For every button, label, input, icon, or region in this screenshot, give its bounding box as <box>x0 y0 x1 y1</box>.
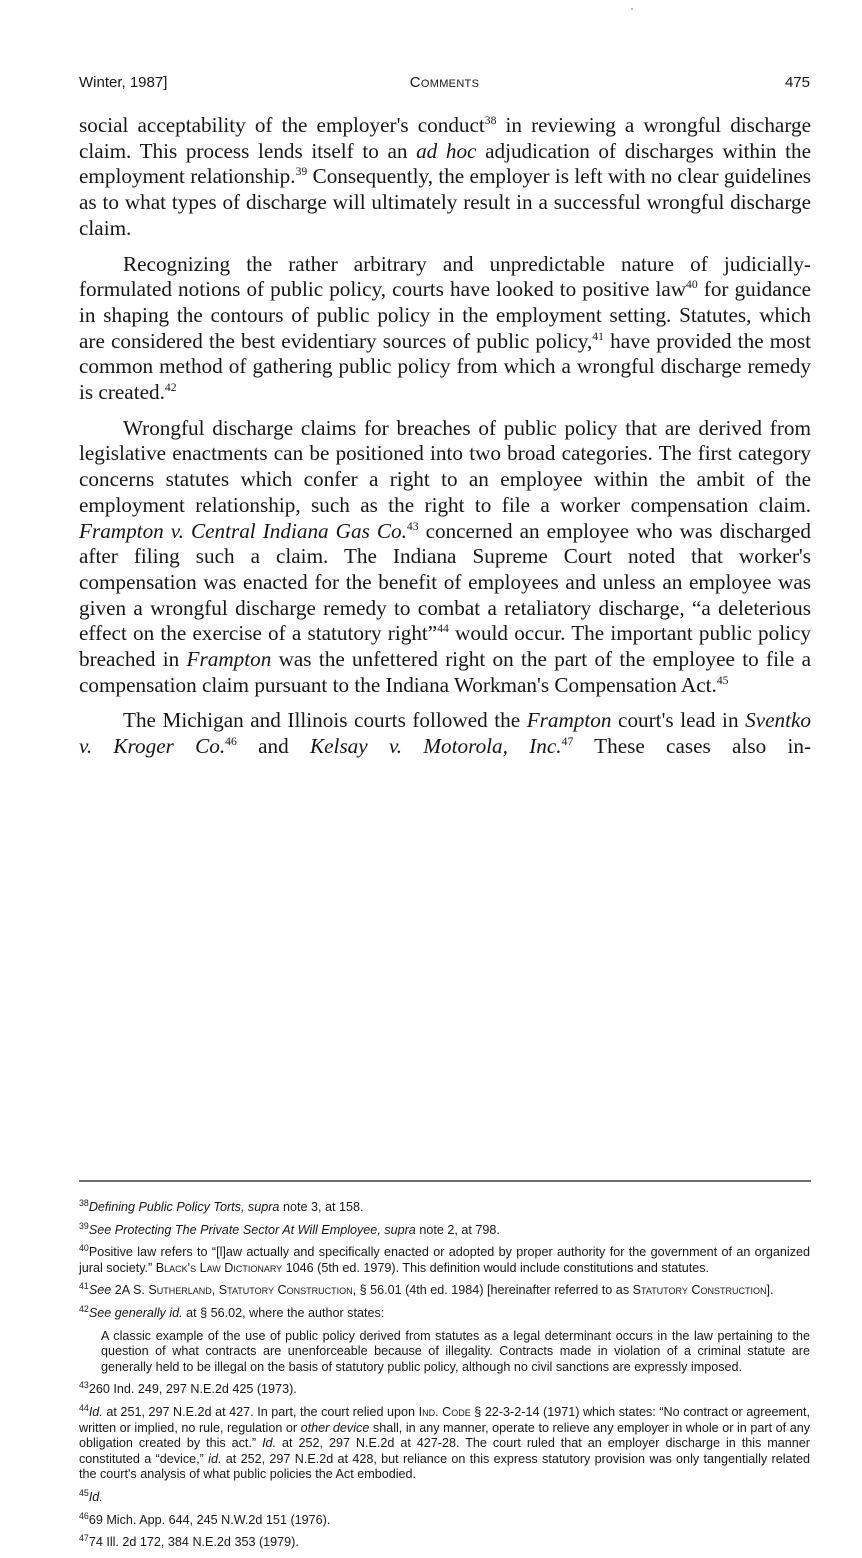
text-run: The Michigan and Illinois courts followed the <box>123 708 527 733</box>
footnote-ref: 41 <box>79 1281 89 1292</box>
text-run: for guidance in shaping the contours of public policy in the employment setting. Statutes, which are considered the best evidentiary sources of public policy, <box>79 277 812 353</box>
italic-text: Frampton <box>186 647 272 672</box>
italic-text: See generally id. <box>88 1305 183 1320</box>
text-run: court's lead in <box>611 708 746 733</box>
running-header <box>79 74 810 96</box>
footnote-ref: 44 <box>437 622 449 636</box>
italic-text: Id. <box>262 1436 277 1451</box>
small-caps-text: Ind. Code <box>418 1404 471 1419</box>
text-run: adjudication of discharges within the employment relationship. <box>79 138 811 189</box>
body-paragraph <box>79 416 811 699</box>
footnote <box>79 1382 810 1398</box>
footnote-ref: 38 <box>484 113 497 127</box>
page-number: 475 <box>784 74 810 91</box>
footnote-ref: 43 <box>79 1380 89 1391</box>
text-run: at 252, 297 N.E.2d at 427-28. The court ruled that an employer discharge in this manner constituted a “device,” <box>79 1436 810 1466</box>
text-run: shall, in any manner, operate to relieve any employer in whole or in part of any obligation created by this act.” <box>79 1420 811 1451</box>
text-run: Wrongful discharge claims for breaches of public policy that are derived from legislative enactments can be positioned into two broad categories. The first category concerns statutes which confer a right to an employee within the ambit of the employment relationship, such as the right to file a worker compensation claim. <box>79 415 811 517</box>
text-run: Positive law refers to “[l]aw actually and specifically enacted or adopted by proper authority for the government of an organized jural society.” <box>79 1245 810 1275</box>
footnote-ref: 42 <box>164 380 177 394</box>
footnote-ref: 39 <box>295 165 308 179</box>
italic-text: See <box>88 1283 112 1298</box>
text-run: 74 Ill. 2d 172, 384 N.E.2d 353 (1979). <box>88 1535 299 1550</box>
text-run: A classic example of the use of public policy derived from statutes as a legal determinant occurs in the law pertaining to the question of what contracts are unenforceable because of illegality. Contracts made in violation of a criminal statute are generally held to be illegal on the basis of statutory public policy, although no civil sanctions are expressly imposed. <box>101 1328 810 1374</box>
footnote-ref: 40 <box>79 1243 89 1253</box>
text-run: would occur. The important public policy breached in <box>79 621 811 672</box>
footnotes <box>79 1197 811 1558</box>
text-run: Recognizing the rather arbitrary and unpredictable nature of judicially-formulated notions of public policy, courts have looked to positive law <box>79 251 811 302</box>
footnote-ref: 43 <box>406 519 419 533</box>
text-run: 2A S. <box>111 1283 149 1298</box>
footnote-ref: 42 <box>79 1303 89 1314</box>
small-caps-text: Sutherland, Statutory Construction <box>148 1283 353 1298</box>
text-run: concerned an employee who was discharged after filing such a claim. The Indiana Supreme Court noted that worker's compensation was enacted for the benefit of employees and unless an employee was given a wrongful discharge remedy to combat a retaliatory discharge, “a deleterious effect on the exercise of a statutory right” <box>79 518 811 646</box>
footnote-ref: 45 <box>716 673 729 687</box>
italic-text: Sventko v. Kroger Co. <box>79 708 811 759</box>
text-run: Consequently, the employer is left with no clear guidelines as to what types of discharge will ultimately result in a successful wrongful discharge claim. <box>79 164 811 240</box>
footnote-ref: 46 <box>225 735 237 749</box>
footnote-ref: 45 <box>79 1487 89 1498</box>
footnote <box>79 1220 810 1239</box>
body-paragraph <box>79 708 811 759</box>
footnote <box>79 1197 810 1216</box>
text-run: was the unfettered right on the part of the employee to file a compensation claim pursuant to the Indiana Workman's Compensation Act. <box>79 647 811 697</box>
text-run: 69 Mich. App. 644, 245 N.W.2d 151 (1976). <box>88 1512 331 1527</box>
italic-text: Frampton v. Central Indiana Gas Co. <box>79 518 407 543</box>
footnote-block-quote <box>101 1329 810 1376</box>
text-run: note 3, at 158. <box>279 1200 364 1214</box>
text-run: § 22-3-2-14 (1971) which states: “No contract or agreement, written or implied, no rule, regulation or <box>79 1404 811 1435</box>
footnote-ref: 47 <box>79 1532 89 1543</box>
text-run: at 252, 297 N.E.2d at 428, but reliance on this express statutory provision was only tangentially related the court's analysis of what public policies the Act embodied. <box>79 1451 811 1482</box>
text-run: in reviewing a wrongful discharge claim. This process lends itself to an <box>79 113 811 163</box>
text-run: These cases also in- <box>573 734 812 759</box>
small-caps-text: Statutory Construction <box>632 1283 767 1298</box>
body-text <box>79 113 811 770</box>
body-paragraph <box>79 113 811 242</box>
footnote-ref: 41 <box>592 329 604 343</box>
text-run: 260 Ind. 249, 297 N.E.2d 425 (1973). <box>88 1382 297 1397</box>
footnote-divider <box>79 1180 811 1182</box>
body-paragraph <box>79 252 811 406</box>
footnote <box>79 1402 811 1483</box>
text-run: and <box>236 734 311 759</box>
text-run: , § 56.01 (4th ed. 1984) [hereinafter referred to as <box>352 1283 633 1298</box>
footnote-ref: 39 <box>79 1220 89 1231</box>
italic-text: Kelsay v. Motorola, Inc. <box>310 734 562 759</box>
footnote-ref: 47 <box>561 735 574 749</box>
small-caps-text: Black's Law Dictionary <box>155 1260 283 1275</box>
scan-speck <box>631 8 633 10</box>
italic-text: Defining Public Policy Torts, supra <box>88 1200 280 1214</box>
text-run: note 2, at 798. <box>415 1222 500 1237</box>
footnote <box>79 1532 810 1551</box>
text-run: ]. <box>766 1283 774 1298</box>
footnote-ref: 40 <box>686 278 698 292</box>
footnote-ref: 46 <box>79 1510 89 1521</box>
italic-text: Frampton <box>526 708 612 733</box>
footnote <box>79 1487 810 1506</box>
footnote <box>79 1510 810 1529</box>
text-run: have provided the most common method of gathering public policy from which a wrongful discharge remedy is created. <box>79 328 812 405</box>
italic-text: Id. <box>88 1404 103 1419</box>
footnote <box>79 1303 810 1322</box>
footnote <box>79 1283 810 1299</box>
text-run: 1046 (5th ed. 1979). This definition would include constitutions and statutes. <box>282 1260 710 1275</box>
text-run: at 251, 297 N.E.2d at 427. In part, the court relied upon <box>102 1404 419 1419</box>
italic-text: id. <box>208 1451 222 1466</box>
italic-text: other device <box>300 1420 370 1435</box>
text-run: at § 56.02, where the author states: <box>182 1305 385 1320</box>
italic-text: Id. <box>88 1489 103 1504</box>
footnote-ref: 38 <box>79 1197 89 1208</box>
text-run: social acceptability of the employer's conduct <box>79 113 485 137</box>
italic-text: ad hoc <box>416 138 477 163</box>
issue-date: Winter, 1987] <box>79 74 168 91</box>
footnote <box>79 1245 810 1276</box>
footnote-ref: 44 <box>79 1402 89 1413</box>
italic-text: See Protecting The Private Sector At Will Employee, supra <box>88 1222 416 1237</box>
section-title: Comments <box>409 74 480 91</box>
